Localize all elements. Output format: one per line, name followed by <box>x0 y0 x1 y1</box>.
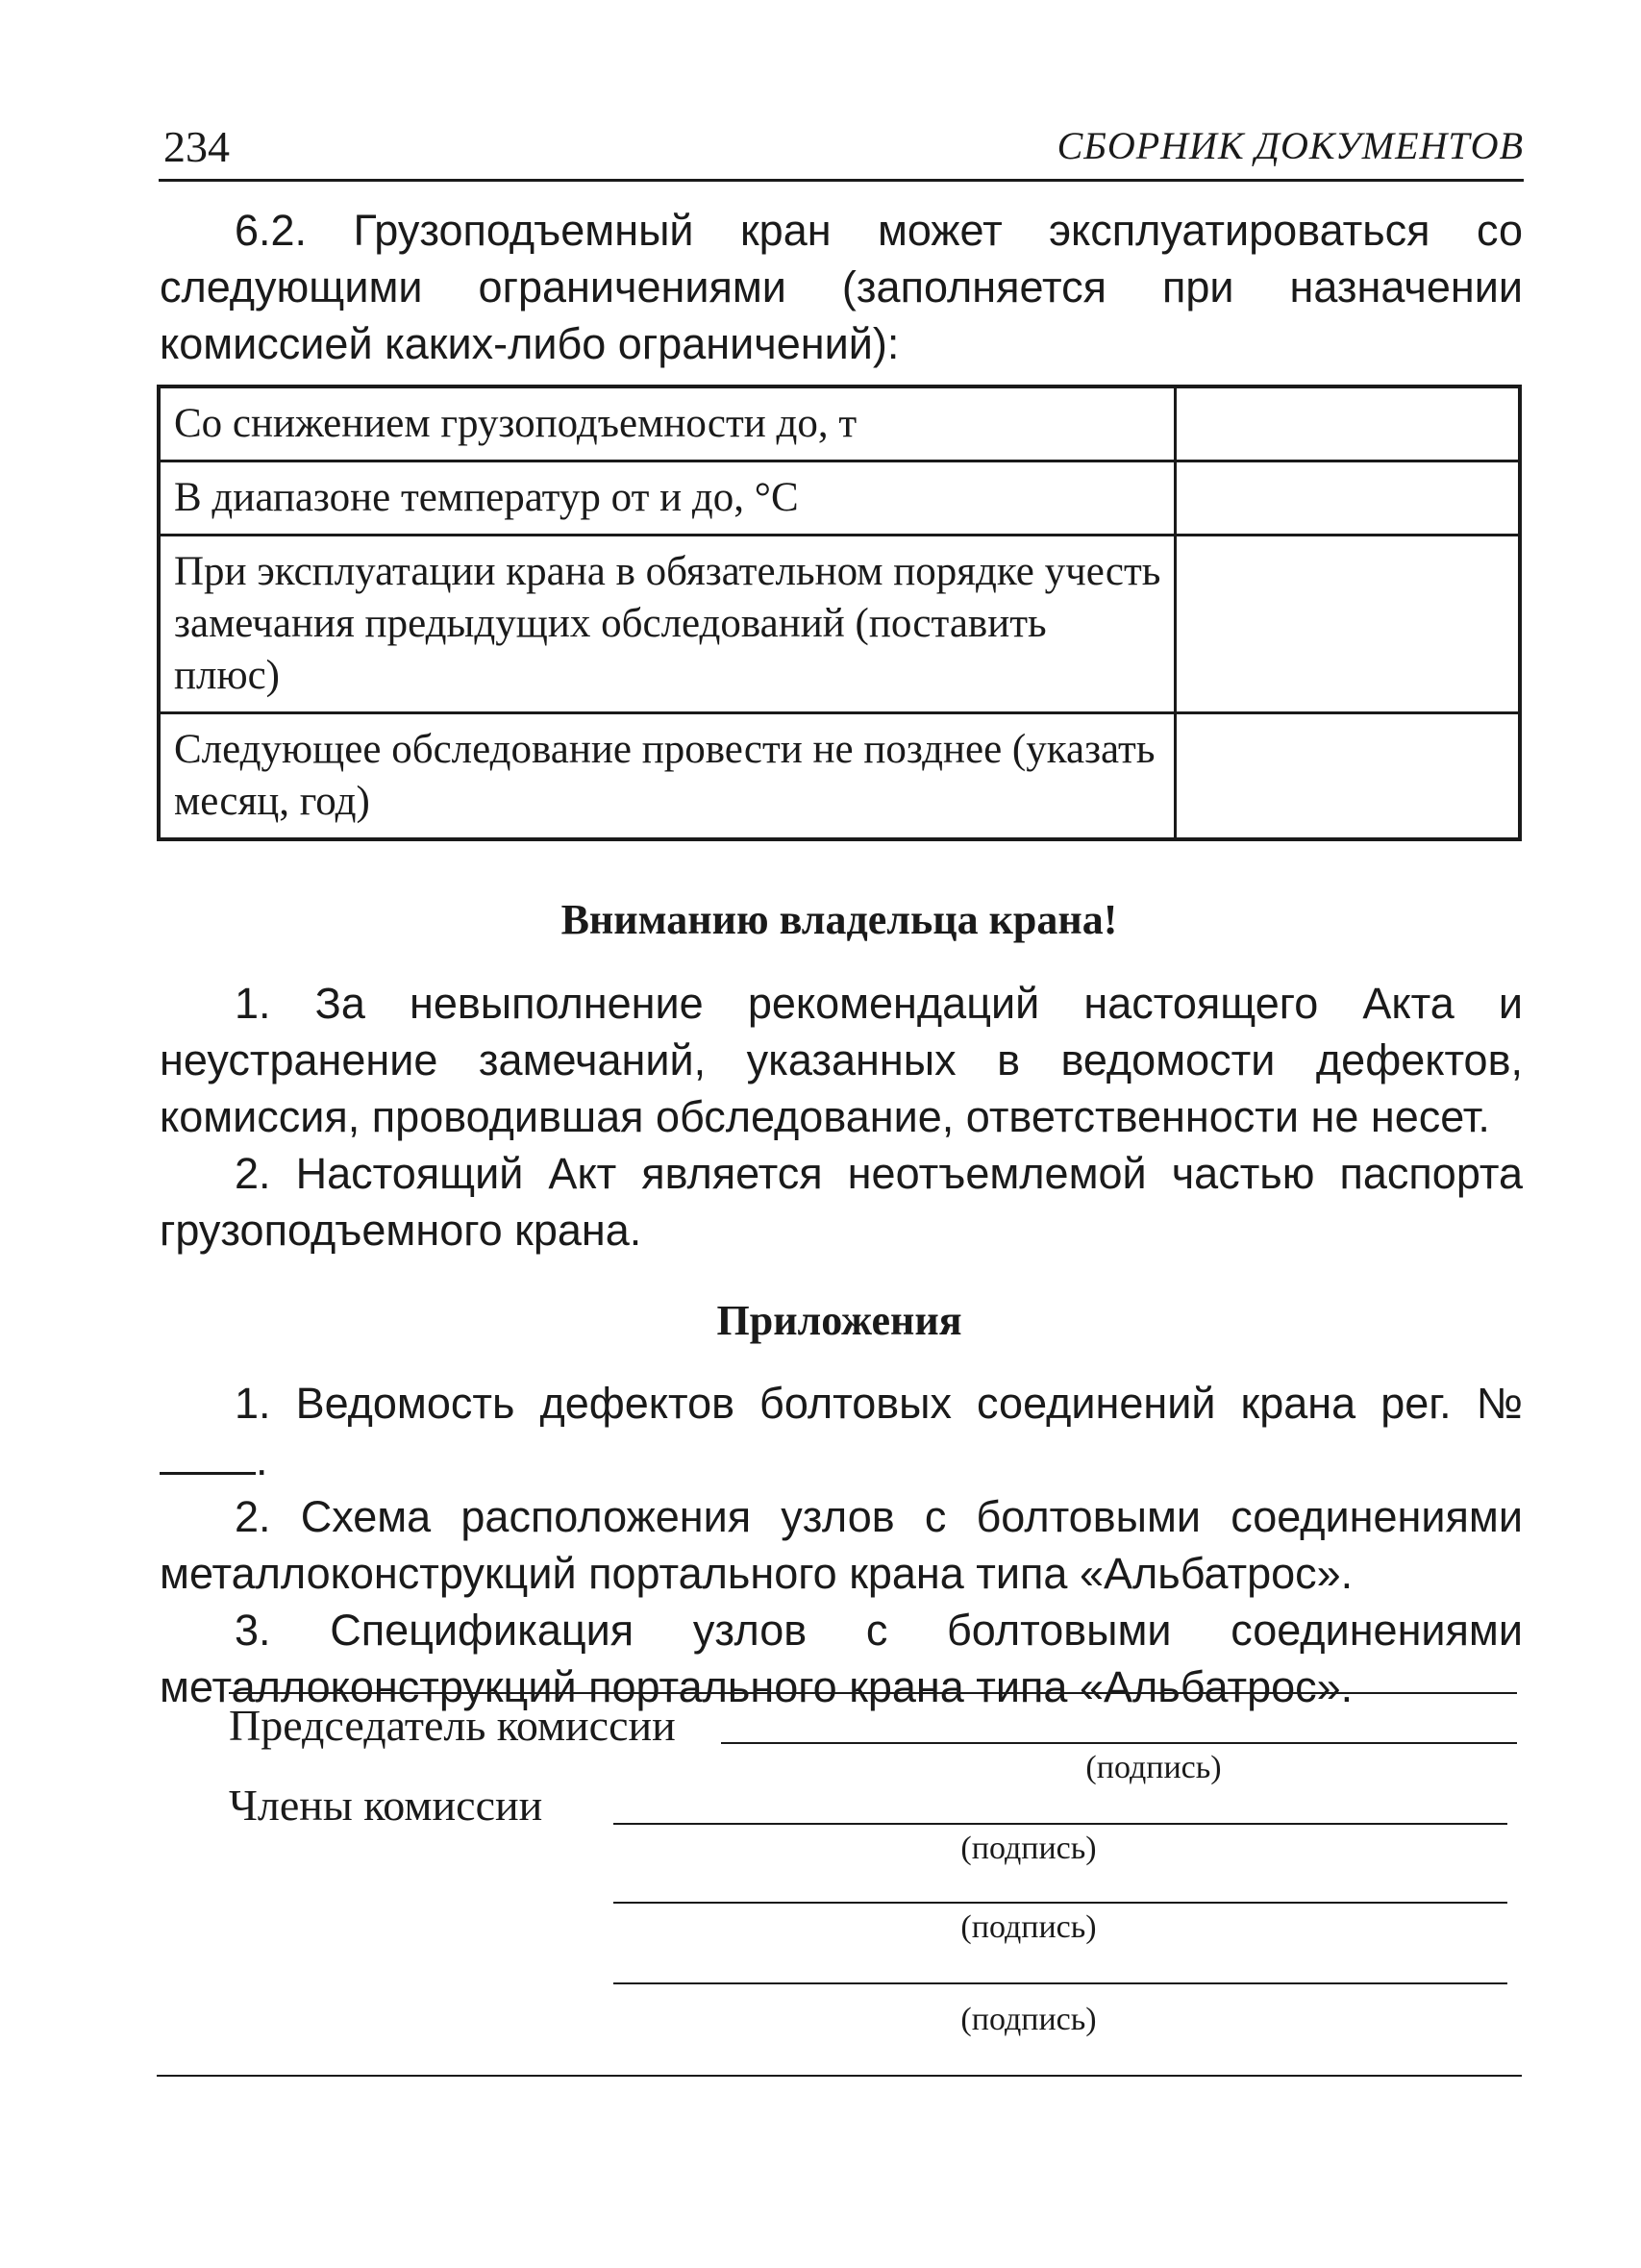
signature-caption: (подпись) <box>960 1831 1097 1866</box>
signature-caption: (подпись) <box>960 1909 1097 1945</box>
warning-list <box>160 975 1523 1259</box>
row-label: При эксплуатации крана в обязательном порядке учесть замечания предыдущих обследований (поставить плюс) <box>159 536 1175 713</box>
restrictions-table <box>157 385 1522 841</box>
member-signature-line[interactable] <box>613 1823 1507 1825</box>
table-row <box>159 461 1520 536</box>
warning-heading: Вниманию владельца крана! <box>560 896 1118 943</box>
appendix-list <box>160 1375 1523 1715</box>
appendix-item: 2. Схема расположения узлов с болтовыми соединениями металлоконструкций портального крана типа «Альбатрос». <box>160 1492 1523 1598</box>
chairman-label: Председатель комиссии <box>229 1701 676 1750</box>
members-label: Члены комиссии <box>229 1781 543 1830</box>
row-label: Следующее обследование провести не позднее (указать месяц, год) <box>159 713 1175 840</box>
row-value-cell[interactable] <box>1175 461 1520 536</box>
intro-paragraph: 6.2. Грузоподъемный кран может эксплуатироваться со следующими ограничениями (заполняется при назначении комиссией каких-либо ограничений): <box>160 206 1523 368</box>
appendix-item <box>160 1375 1523 1488</box>
appendix-item-text: 1. Ведомость дефектов болтовых соединений крана рег. № <box>235 1379 1523 1428</box>
appendix-item-suffix: . <box>256 1435 268 1484</box>
signature-caption: (подпись) <box>1085 1750 1222 1785</box>
warning-item: 2. Настоящий Акт является неотъемлемой частью паспорта грузоподъемного крана. <box>160 1149 1523 1255</box>
member-signature-line[interactable] <box>613 1902 1507 1904</box>
table-row <box>159 536 1520 713</box>
bottom-divider <box>157 2075 1522 2077</box>
registration-number-blank[interactable] <box>160 1433 256 1475</box>
table-row <box>159 386 1520 461</box>
member-signature-line[interactable] <box>613 1982 1507 1984</box>
row-label: В диапазоне температур от и до, °С <box>159 461 1175 536</box>
row-value-cell[interactable] <box>1175 536 1520 713</box>
chairman-signature-line[interactable] <box>721 1742 1517 1744</box>
signature-top-rule <box>229 1692 1517 1694</box>
row-value-cell[interactable] <box>1175 386 1520 461</box>
running-title: СБОРНИК ДОКУМЕНТОВ <box>1057 124 1524 167</box>
table-row <box>159 713 1520 840</box>
row-label: Со снижением грузоподъемности до, т <box>159 386 1175 461</box>
page-number: 234 <box>163 122 230 171</box>
header-divider <box>159 179 1524 182</box>
row-value-cell[interactable] <box>1175 713 1520 840</box>
warning-item: 1. За невыполнение рекомендаций настоящего Акта и неустранение замечаний, указанных в ведомости дефектов, комиссия, проводившая обследование, ответственности не несет. <box>160 979 1523 1141</box>
appendix-heading: Приложения <box>716 1297 962 1344</box>
signature-caption: (подпись) <box>960 2002 1097 2037</box>
appendix-item: 3. Спецификация узлов с болтовыми соединениями металлоконструкций портального крана типа «Альбатрос». <box>160 1606 1523 1711</box>
